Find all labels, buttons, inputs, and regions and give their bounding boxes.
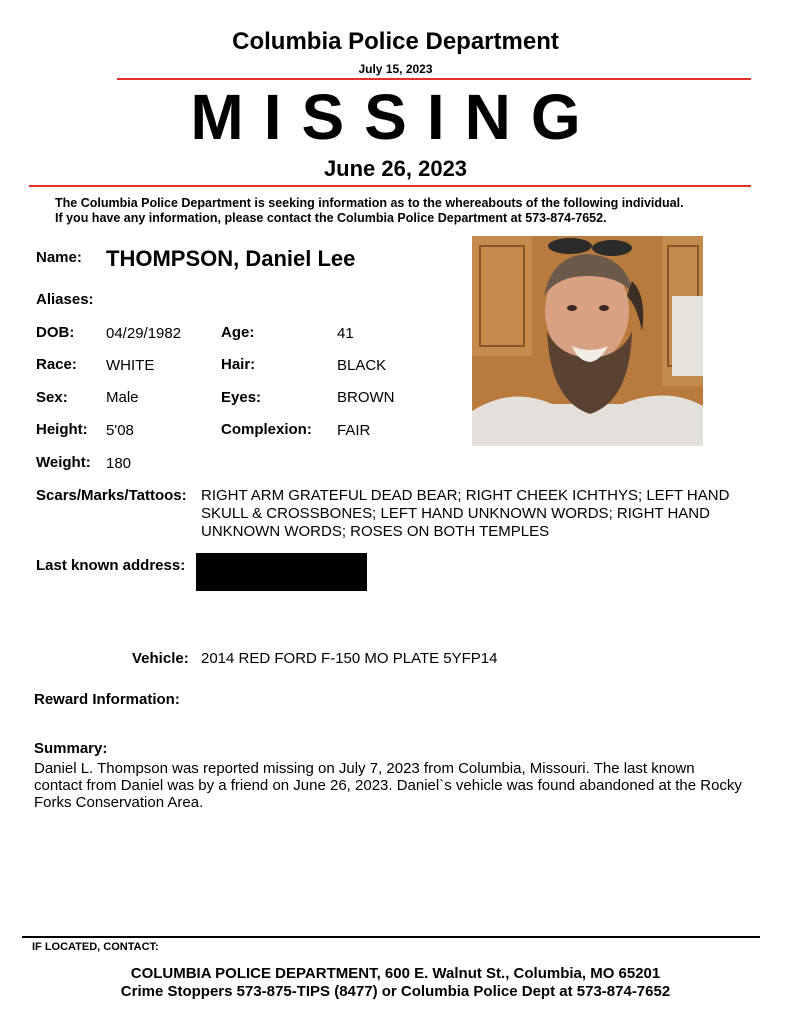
- issue-date: July 15, 2023: [358, 62, 433, 76]
- eyes-value: BROWN: [337, 389, 395, 406]
- height-label: Height:: [36, 421, 88, 438]
- sex-label: Sex:: [36, 389, 68, 406]
- summary-text: Daniel L. Thompson was reported missing on July 7, 2023 from Columbia, Missouri. The last known contact from Daniel was by a friend on June 26, 2023. Daniel`s vehicle was found abandoned at the Rocky Forks Conservation Area.: [34, 760, 742, 811]
- redacted-address-box: [196, 553, 367, 591]
- if-located-label: IF LOCATED, CONTACT:: [32, 941, 159, 953]
- footer-divider: [22, 936, 760, 938]
- scars-value: RIGHT ARM GRATEFUL DEAD BEAR; RIGHT CHEEK ICHTHYS; LEFT HAND SKULL & CROSSBONES; LEFT HAND UNKNOWN WORDS; RIGHT HAND UNKNOWN WORDS; ROSES ON BOTH TEMPLES: [201, 487, 730, 540]
- header-divider-bottom: [29, 185, 751, 187]
- weight-value: 180: [106, 455, 132, 472]
- name-label: Name:: [36, 249, 82, 266]
- missing-headline: MISSING: [190, 81, 601, 153]
- intro-line-1: The Columbia Police Department is seeking information as to the whereabouts of the following individual.: [55, 196, 684, 210]
- eyes-label: Eyes:: [221, 389, 262, 406]
- race-value: WHITE: [106, 357, 155, 374]
- footer-address-line: COLUMBIA POLICE DEPARTMENT, 600 E. Walnut St., Columbia, MO 65201: [130, 965, 661, 982]
- age-value: 41: [337, 325, 354, 342]
- hair-label: Hair:: [221, 356, 256, 373]
- age-label: Age:: [221, 324, 255, 341]
- complexion-label: Complexion:: [221, 421, 312, 438]
- sex-value: Male: [106, 389, 139, 406]
- reward-label: Reward Information:: [34, 691, 180, 708]
- vehicle-label: Vehicle:: [132, 650, 189, 667]
- complexion-value: FAIR: [337, 422, 371, 439]
- address-label: Last known address:: [36, 557, 186, 574]
- height-value: 5'08: [106, 422, 134, 439]
- last-seen-date: June 26, 2023: [323, 156, 468, 181]
- hair-value: BLACK: [337, 357, 387, 374]
- intro-line-2: If you have any information, please contact the Columbia Police Department at 573-874-7652.: [55, 211, 607, 225]
- dob-label: DOB:: [36, 324, 75, 341]
- person-photo-illustration: [472, 236, 703, 446]
- intro-text: [55, 196, 684, 226]
- race-label: Race:: [36, 356, 77, 373]
- scars-label: Scars/Marks/Tattoos:: [36, 487, 187, 504]
- aliases-label: Aliases:: [36, 291, 94, 308]
- weight-label: Weight:: [36, 454, 91, 471]
- person-photo: [472, 236, 703, 446]
- dob-value: 04/29/1982: [106, 325, 182, 342]
- footer-contact-line: Crime Stoppers 573-875-TIPS (8477) or Columbia Police Dept at 573-874-7652: [120, 983, 671, 1000]
- department-title: Columbia Police Department: [232, 28, 559, 55]
- person-name: THOMPSON, Daniel Lee: [106, 246, 356, 271]
- summary-label: Summary:: [34, 740, 108, 757]
- vehicle-value: 2014 RED FORD F-150 MO PLATE 5YFP14: [201, 650, 498, 667]
